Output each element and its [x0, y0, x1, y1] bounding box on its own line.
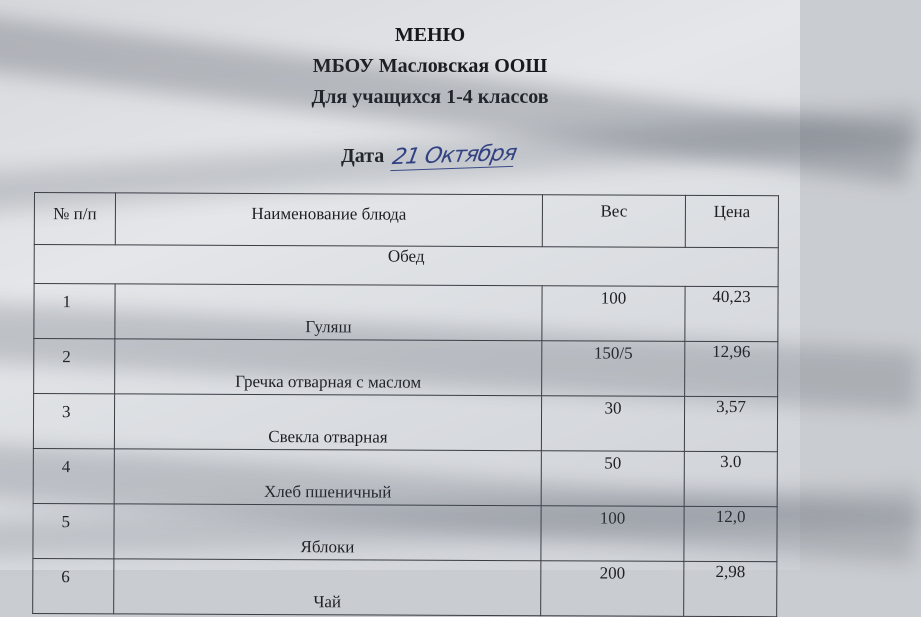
audience-line: Для учащихся 1-4 классов	[311, 86, 549, 108]
table-row	[33, 503, 777, 561]
dish-weight: 100	[542, 286, 685, 342]
dish-price: 40,23	[685, 286, 778, 341]
table-row	[33, 394, 777, 452]
dish-weight: 150/5	[542, 341, 685, 397]
row-number: 2	[34, 339, 115, 394]
menu-title: МЕНЮ	[394, 24, 466, 46]
row-number: 5	[33, 503, 114, 558]
dish-weight: 100	[541, 506, 684, 562]
column-header-dish: Наименование блюда	[115, 193, 542, 247]
dish-price: 12,0	[684, 506, 777, 561]
dish-price: 3,57	[684, 396, 777, 451]
dish-price: 2,98	[684, 561, 777, 616]
table-header-row	[34, 193, 778, 248]
row-number: 6	[33, 558, 114, 613]
column-header-price: Цена	[685, 195, 778, 247]
section-title: Обед	[34, 245, 778, 287]
column-header-weight: Вес	[542, 195, 685, 248]
dish-name: Чай	[114, 559, 541, 616]
dish-name: Гуляш	[115, 284, 542, 341]
date-line	[341, 140, 519, 171]
dish-name: Хлеб пшеничный	[114, 449, 541, 506]
school-name: МБОУ Масловская ООШ	[312, 55, 548, 77]
dish-price: 3.0	[684, 451, 777, 506]
dish-weight: 50	[541, 451, 684, 507]
column-header-number: № п/п	[34, 193, 115, 245]
table-row	[33, 448, 777, 506]
dish-name: Яблоки	[114, 504, 541, 561]
menu-table	[32, 192, 779, 617]
dish-name: Свекла отварная	[114, 394, 541, 451]
handwritten-date: 21 Октября	[390, 140, 519, 171]
dish-name: Гречка отварная с маслом	[115, 339, 542, 396]
dish-price: 12,96	[685, 341, 778, 396]
table-row	[34, 339, 778, 397]
section-row	[34, 245, 778, 287]
row-number: 4	[33, 448, 114, 503]
table-row	[34, 284, 778, 342]
row-number: 1	[34, 284, 115, 339]
dish-weight: 30	[541, 396, 684, 452]
row-number: 3	[33, 394, 114, 449]
table-row	[33, 558, 777, 616]
date-label: Дата	[341, 145, 385, 167]
dish-weight: 200	[541, 561, 684, 617]
